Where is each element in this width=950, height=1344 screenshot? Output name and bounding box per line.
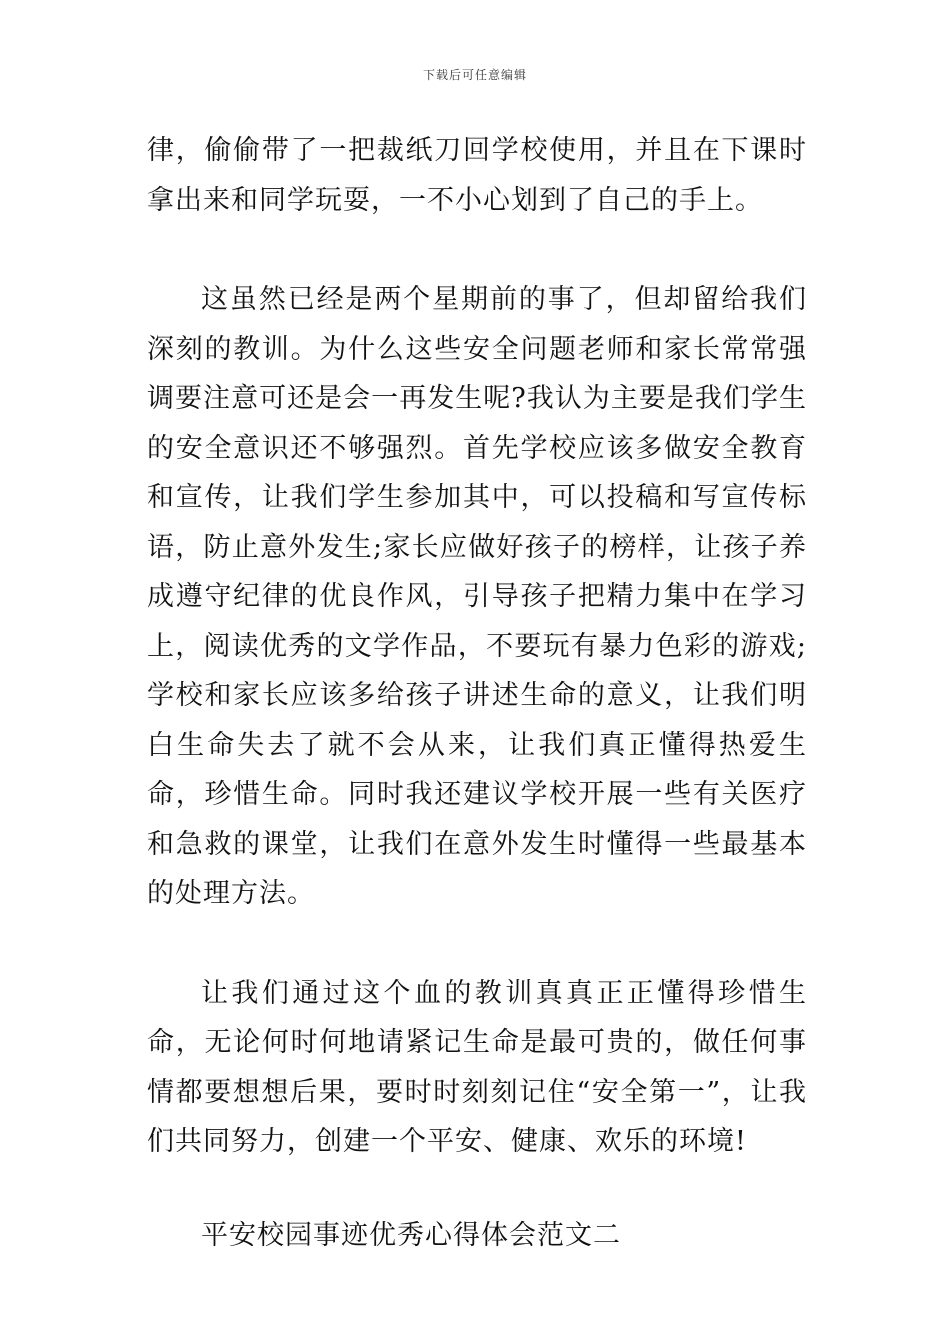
paragraph-continuation: 律，偷偷带了一把裁纸刀回学校使用，并且在下课时拿出来和同学玩耍，一不小心划到了自己的手上。 (147, 135, 807, 216)
paragraph-lesson: 这虽然已经是两个星期前的事了，但却留给我们深刻的教训。为什么这些安全问题老师和家长常常强调要注意可还是会一再发生呢?我认为主要是我们学生的安全意识还不够强烈。首先学校应该多做安全教育和宣传，让我们学生参加其中，可以投稿和写宣传标语，防止意外发生;家长应做好孩子的榜样，让孩子养成遵守纪律的优良作风，引导孩子把精力集中在学习上，阅读优秀的文学作品，不要玩有暴力色彩的游戏;学校和家长应该多给孩子讲述生命的意义，让我们明白生命失去了就不会从来，让我们真正懂得热爱生命，珍惜生命。同时我还建议学校开展一些有关医疗和急救的课堂，让我们在意外发生时懂得一些最基本的处理方法。 (147, 284, 807, 909)
paragraph-spacer (147, 225, 807, 275)
page-header-note: 下载后可任意编辑 (422, 68, 527, 82)
paragraph-conclusion: 让我们通过这个血的教训真真正正懂得珍惜生命，无论何时何地请紧记生命是最可贵的，做任何事情都要想想后果，要时时刻刻记住“安全第一”，让我们共同努力，创建一个平安、健康、欢乐的环境! (147, 977, 807, 1157)
paragraph-spacer (147, 919, 807, 969)
paragraph-spacer (147, 1167, 807, 1211)
section-heading: 平安校园事迹优秀心得体会范文二 (201, 1219, 621, 1251)
document-body (147, 126, 807, 1260)
